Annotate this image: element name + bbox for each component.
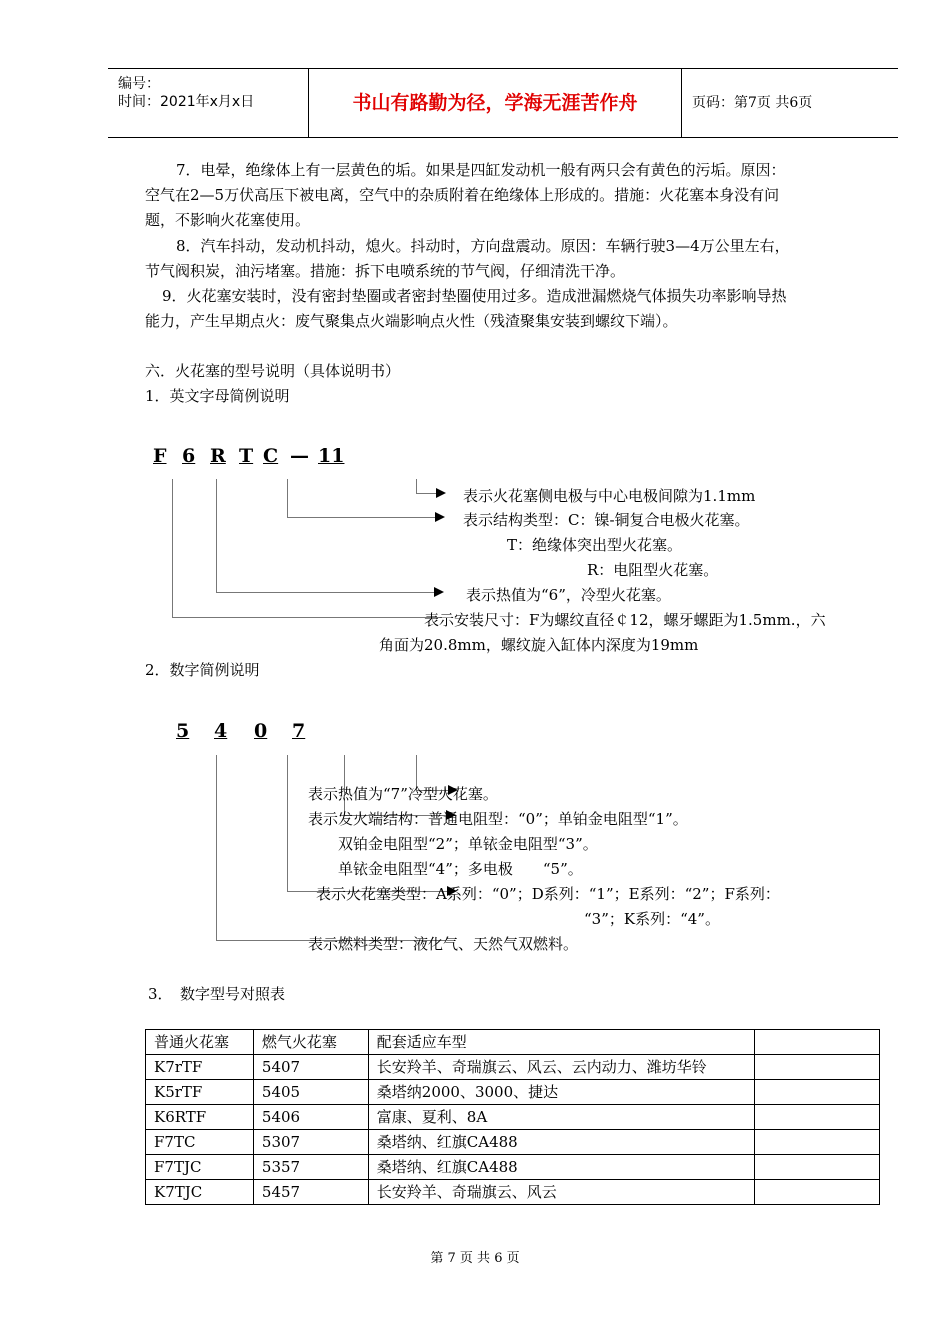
table-row: [146, 1130, 880, 1155]
code-char-11: 11: [318, 445, 345, 467]
table-header-cell: 普通火花塞: [146, 1030, 254, 1055]
table-cell: F7TC: [146, 1130, 254, 1155]
table-row: [146, 1055, 880, 1080]
note-heat: 表示热值为“6”，冷型火花塞。: [466, 586, 671, 604]
table-cell: [755, 1055, 880, 1080]
paragraph-8-line-2: 节气阀积炭，油污堵塞。措施：拆下电喷系统的节气阀，仔细清洗干净。: [145, 262, 626, 280]
table-cell: F7TJC: [146, 1155, 254, 1180]
table-cell: K6RTF: [146, 1105, 254, 1130]
table-cell: 5405: [253, 1080, 368, 1105]
note-num-type-line-1: 表示火花塞类型：A系列：“0”；D系列：“1”；E系列：“2”；F系列：: [316, 885, 780, 903]
paragraph-7-line-3: 题，不影响火花塞使用。: [145, 211, 311, 229]
section-6-sub-1: 1．英文字母简例说明: [145, 387, 290, 405]
note-gap: 表示火花塞侧电极与中心电极间隙为1.1mm: [463, 487, 756, 505]
note-num-fire-line-2: 双铂金电阻型“2”；单铱金电阻型“3”。: [338, 835, 598, 853]
connector-heat-v: [216, 479, 217, 593]
note-num-fire-line-1: 表示发火端结构：普通电阻型：“0”；单铂金电阻型“1”。: [308, 810, 688, 828]
table-row: [146, 1105, 880, 1130]
note-structure-t: T：绝缘体突出型火花塞。: [507, 536, 683, 554]
table-cell: [755, 1130, 880, 1155]
paragraph-8-line-1: 8．汽车抖动，发动机抖动，熄火。抖动时，方向盘震动。原因：车辆行驶3—4万公里左右，: [176, 237, 790, 255]
paragraph-9-line-1: 9．火花塞安装时，没有密封垫圈或者密封垫圈使用过多。造成泄漏燃烧气体损失功率影响导热: [162, 287, 787, 305]
paragraph-9-line-2: 能力，产生早期点火：废气聚集点火端影响点火性（残渣聚集安装到螺纹下端）。: [145, 312, 678, 330]
connector-install-h: [172, 617, 442, 618]
note-num-fire-line-3: 单铱金电阻型“4”；多电极 “5”。: [338, 860, 583, 878]
table-header-cell: [755, 1030, 880, 1055]
table-cell: 桑塔纳、红旗CA488: [368, 1130, 754, 1155]
table-cell: 5407: [253, 1055, 368, 1080]
arrow-structure-icon: [435, 512, 445, 522]
note-install-line-2: 角面为20.8mm，螺纹旋入缸体内深度为19mm: [379, 636, 699, 654]
table-cell: 富康、夏利、8A: [368, 1105, 754, 1130]
table-header-cell: 配套适应车型: [368, 1030, 754, 1055]
page-label: 页码：第7页 共6页: [692, 95, 813, 111]
table-cell: 桑塔纳、红旗CA488: [368, 1155, 754, 1180]
connector-num-type-v: [287, 755, 288, 892]
table-row: [146, 1155, 880, 1180]
code-char-r: R: [210, 445, 226, 467]
connector-structure-v: [287, 479, 288, 518]
table-row: [146, 1180, 880, 1205]
num-char-5: 5: [176, 720, 190, 742]
connector-heat-h: [216, 592, 434, 593]
header-left-cell: [108, 69, 309, 137]
date-label: 时间：2021年x月x日: [118, 94, 255, 110]
table-cell: 5457: [253, 1180, 368, 1205]
table-cell: [755, 1180, 880, 1205]
table-header-row: [146, 1030, 880, 1055]
table-cell: 桑塔纳2000、3000、捷达: [368, 1080, 754, 1105]
note-num-heat: 表示热值为“7”冷型火花塞。: [308, 785, 498, 803]
table-cell: [755, 1080, 880, 1105]
arrow-gap-icon: [436, 488, 446, 498]
table-cell: 5406: [253, 1105, 368, 1130]
table-cell: K7TJC: [146, 1180, 254, 1205]
connector-num-fuel-v: [216, 755, 217, 941]
table-cell: 长安羚羊、奇瑞旗云、风云: [368, 1180, 754, 1205]
code-dash: —: [290, 445, 309, 467]
table-cell: [755, 1105, 880, 1130]
code-char-c: C: [263, 445, 279, 467]
paragraph-7-line-2: 空气在2—5万伏高压下被电离，空气中的杂质附着在绝缘体上形成的。措施：火花塞本身没有问: [145, 186, 780, 204]
table-cell: [755, 1155, 880, 1180]
table-cell: K7rTF: [146, 1055, 254, 1080]
note-num-fuel: 表示燃料类型：液化气、天然气双燃料。: [308, 935, 579, 953]
connector-structure-h: [287, 517, 435, 518]
note-num-type-line-2: “3”；K系列：“4”。: [584, 910, 720, 928]
note-structure-r: R：电阻型火花塞。: [587, 561, 719, 579]
connector-install-v: [172, 479, 173, 618]
num-char-0: 0: [254, 720, 268, 742]
page-header: [108, 68, 898, 138]
table-cell: K5rTF: [146, 1080, 254, 1105]
page-footer: 第 7 页 共 6 页: [430, 1251, 520, 1266]
note-structure: 表示结构类型：C：镍-铜复合电极火花塞。: [463, 511, 750, 529]
code-char-6: 6: [182, 445, 196, 467]
section-6-title: 六．火花塞的型号说明（具体说明书）: [145, 362, 401, 380]
code-char-f: F: [153, 445, 167, 467]
code-char-t: T: [239, 445, 254, 467]
num-char-7: 7: [292, 720, 306, 742]
table-header-cell: 燃气火花塞: [253, 1030, 368, 1055]
model-comparison-table: [145, 1029, 880, 1205]
connector-gap-v: [416, 479, 417, 494]
note-install-line-1: 表示安装尺寸：F为螺纹直径￠12，螺牙螺距为1.5mm.，六: [424, 611, 826, 629]
arrow-heat-icon: [434, 587, 444, 597]
table-cell: 5357: [253, 1155, 368, 1180]
motto: 书山有路勤为径，学海无涯苦作舟: [309, 69, 682, 137]
num-char-4: 4: [214, 720, 228, 742]
paragraph-7-line-1: 7．电晕，绝缘体上有一层黄色的垢。如果是四缸发动机一般有两只会有黄色的污垢。原因：: [176, 161, 786, 179]
section-6-sub-2: 2．数字简例说明: [145, 661, 260, 679]
section-6-sub-3: 3． 数字型号对照表: [148, 985, 286, 1003]
number-label: 编号：: [118, 76, 160, 92]
connector-gap-h: [416, 493, 436, 494]
table-row: [146, 1080, 880, 1105]
table-cell: 长安羚羊、奇瑞旗云、风云、云内动力、潍坊华铃: [368, 1055, 754, 1080]
table-cell: 5307: [253, 1130, 368, 1155]
